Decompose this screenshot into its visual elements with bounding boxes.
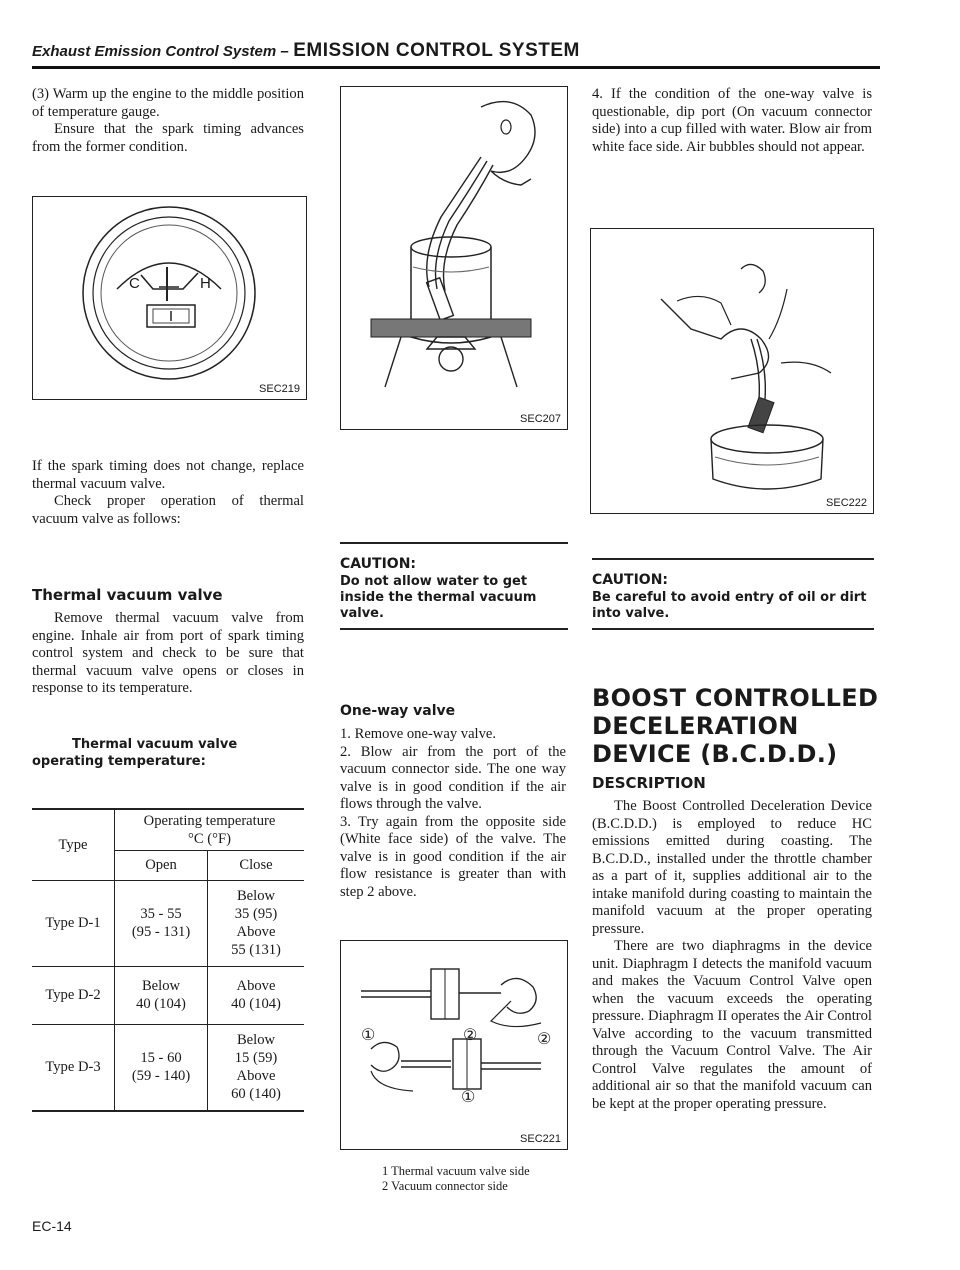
description-heading: DESCRIPTION (592, 774, 706, 792)
bcdd-title-line-3: DEVICE (B.C.D.D.) (592, 740, 838, 768)
temp-table (32, 810, 304, 1110)
temp-heading: Thermal vacuum valve operating temperature: (32, 737, 238, 769)
bcdd-title (592, 684, 882, 768)
row-open (115, 1024, 208, 1110)
row-close-line: 60 (140) (231, 1086, 281, 1103)
gauge-h-label: H (200, 275, 211, 292)
row-close-line: Above (236, 1068, 276, 1085)
row-close-line: Above (236, 978, 276, 994)
row-close-line: Above (236, 924, 276, 940)
caution-top-rule (340, 542, 568, 544)
caution-water (340, 542, 568, 630)
th-close: Close (208, 850, 305, 880)
caution-text: Do not allow water to get inside the thermal vacuum valve. (340, 573, 537, 621)
header-rule (32, 66, 880, 69)
step3-check: Ensure that the spark timing advances from the former condition. (32, 121, 304, 155)
row-open-line: (95 - 131) (131, 924, 191, 940)
row-close-line: 15 (59) (234, 1050, 278, 1067)
row-close-line: 40 (104) (231, 996, 281, 1012)
oneway-step-1: 1. Remove one-way valve. (340, 726, 497, 742)
replace-text: If the spark timing does not change, replace thermal vacuum valve. (32, 458, 304, 492)
legend-item-1: 1 Thermal vacuum valve side (382, 1164, 530, 1178)
row-close-line: 35 (95) (234, 906, 278, 922)
th-temp-unit: °C (°F) (188, 830, 231, 847)
marker-1-lower: ① (461, 1089, 476, 1106)
description-body (592, 798, 872, 1113)
tvv-body-block (32, 610, 304, 698)
oneway-step-3: 3. Try again from the opposite side (White face side) of the valve. The valve is in good condition if the air flow resistance is greater than with step 2 above. (340, 813, 566, 900)
row-close (208, 1024, 305, 1110)
figure-code: SEC207 (520, 413, 561, 425)
step3-block (32, 86, 304, 156)
description-p2: There are two diaphragms in the device unit. Diaphragm I detects the manifold vacuum and makes the Vacuum Control Valve open when the vacuum exceeds the operating pressure. Diaphragm II operates the Air Control Valve according to the vacuum transmitted through the Vacuum Control Valve. The Air Control Valve regulates the amount of additional air so that the manifold vacuum can be kept at the proper operating pressure. (592, 938, 872, 1112)
page-header (32, 40, 880, 62)
after-check-block (32, 458, 304, 528)
row-type: Type D-2 (32, 966, 115, 1024)
oneway-step-2: 2. Blow air from the port of the vacuum connector side. The one way valve is in good condition if the air flows through the valve. (340, 743, 566, 812)
header-section: Exhaust Emission Control System – (32, 43, 289, 60)
row-close-line: Below (236, 888, 276, 904)
row-close-line: 55 (131) (231, 942, 281, 958)
caution-bottom-rule (340, 628, 568, 631)
oneway-heading: One-way valve (340, 703, 456, 719)
marker-1: ① (361, 1027, 376, 1044)
figure-bubble-test (590, 228, 874, 514)
marker-2: ② (463, 1027, 478, 1044)
row-open (115, 880, 208, 966)
row-open-line: 40 (104) (136, 996, 186, 1012)
row-close (208, 966, 305, 1024)
th-type: Type (32, 810, 115, 880)
check-text: Check proper operation of thermal vacuum valve as follows: (32, 493, 304, 527)
temp-gauge-illustration (33, 197, 306, 399)
row-type: Type D-1 (32, 880, 115, 966)
water-test-illustration (341, 87, 567, 429)
tvv-body: Remove thermal vacuum valve from engine. Inhale air from port of spark timing control system and check to be sure that thermal vacuum valve opens or closes in response to its temperature. (32, 610, 304, 696)
caution-text: Be careful to avoid entry of oil or dirt into valve. (592, 589, 867, 621)
caution-bottom-rule (592, 628, 874, 631)
row-open-line: Below (141, 978, 181, 994)
table-row (32, 966, 304, 1024)
step4-block (592, 86, 872, 156)
table-row (32, 1024, 304, 1110)
caution-top-rule (592, 558, 874, 560)
step3-text: (3) Warm up the engine to the middle position of temperature gauge. (32, 86, 304, 120)
figure-water-test (340, 86, 568, 430)
oneway-valve-illustration (341, 941, 567, 1149)
row-open-line: (59 - 140) (131, 1068, 191, 1085)
caution-title: CAUTION: (340, 555, 417, 572)
figure-code: SEC221 (520, 1133, 561, 1145)
row-open-line: 35 - 55 (140, 906, 182, 922)
th-temp (115, 810, 305, 850)
page-number: EC-14 (32, 1218, 72, 1234)
figure-temp-gauge (32, 196, 307, 400)
legend-item-2: 2 Vacuum connector side (382, 1179, 508, 1193)
marker-2-lower: ② (537, 1031, 552, 1048)
row-open (115, 966, 208, 1024)
step4-text: 4. If the condition of the one-way valve is questionable, dip port (On vacuum connector side) into a cup filled with water. Blow air from white face side. Air bubbles should not appear. (592, 86, 872, 155)
caution-title: CAUTION: (592, 571, 669, 588)
figure-oneway-valve (340, 940, 568, 1150)
figure-code: SEC219 (259, 383, 300, 395)
bcdd-title-line-2: DECELERATION (592, 712, 799, 740)
figure-code: SEC222 (826, 497, 867, 509)
figure-legend (382, 1164, 530, 1194)
bcdd-title-line-1: BOOST CONTROLLED (592, 684, 879, 712)
bubble-test-illustration (591, 229, 873, 513)
oneway-steps (340, 726, 566, 901)
temp-table-wrap (32, 808, 304, 1112)
row-close (208, 880, 305, 966)
th-open: Open (115, 850, 208, 880)
row-close-line: Below (236, 1032, 276, 1049)
tvv-heading: Thermal vacuum valve (32, 586, 223, 604)
row-type: Type D-3 (32, 1024, 115, 1110)
table-row (32, 880, 304, 966)
caution-oil (592, 558, 874, 630)
gauge-c-label: C (129, 275, 140, 292)
th-temp-label: Operating temperature (143, 812, 276, 829)
header-title: EMISSION CONTROL SYSTEM (293, 40, 580, 61)
row-open-line: 15 - 60 (140, 1050, 182, 1067)
description-p1: The Boost Controlled Deceleration Device (B.C.D.D.) is employed to reduce HC emissions emitted during coasting. The B.C.D.D., installed under the throttle chamber as a part of it, supplies additional air to the intake manifold during coasting to maintain the manifold vacuum at the proper operating pressure. (592, 798, 872, 937)
